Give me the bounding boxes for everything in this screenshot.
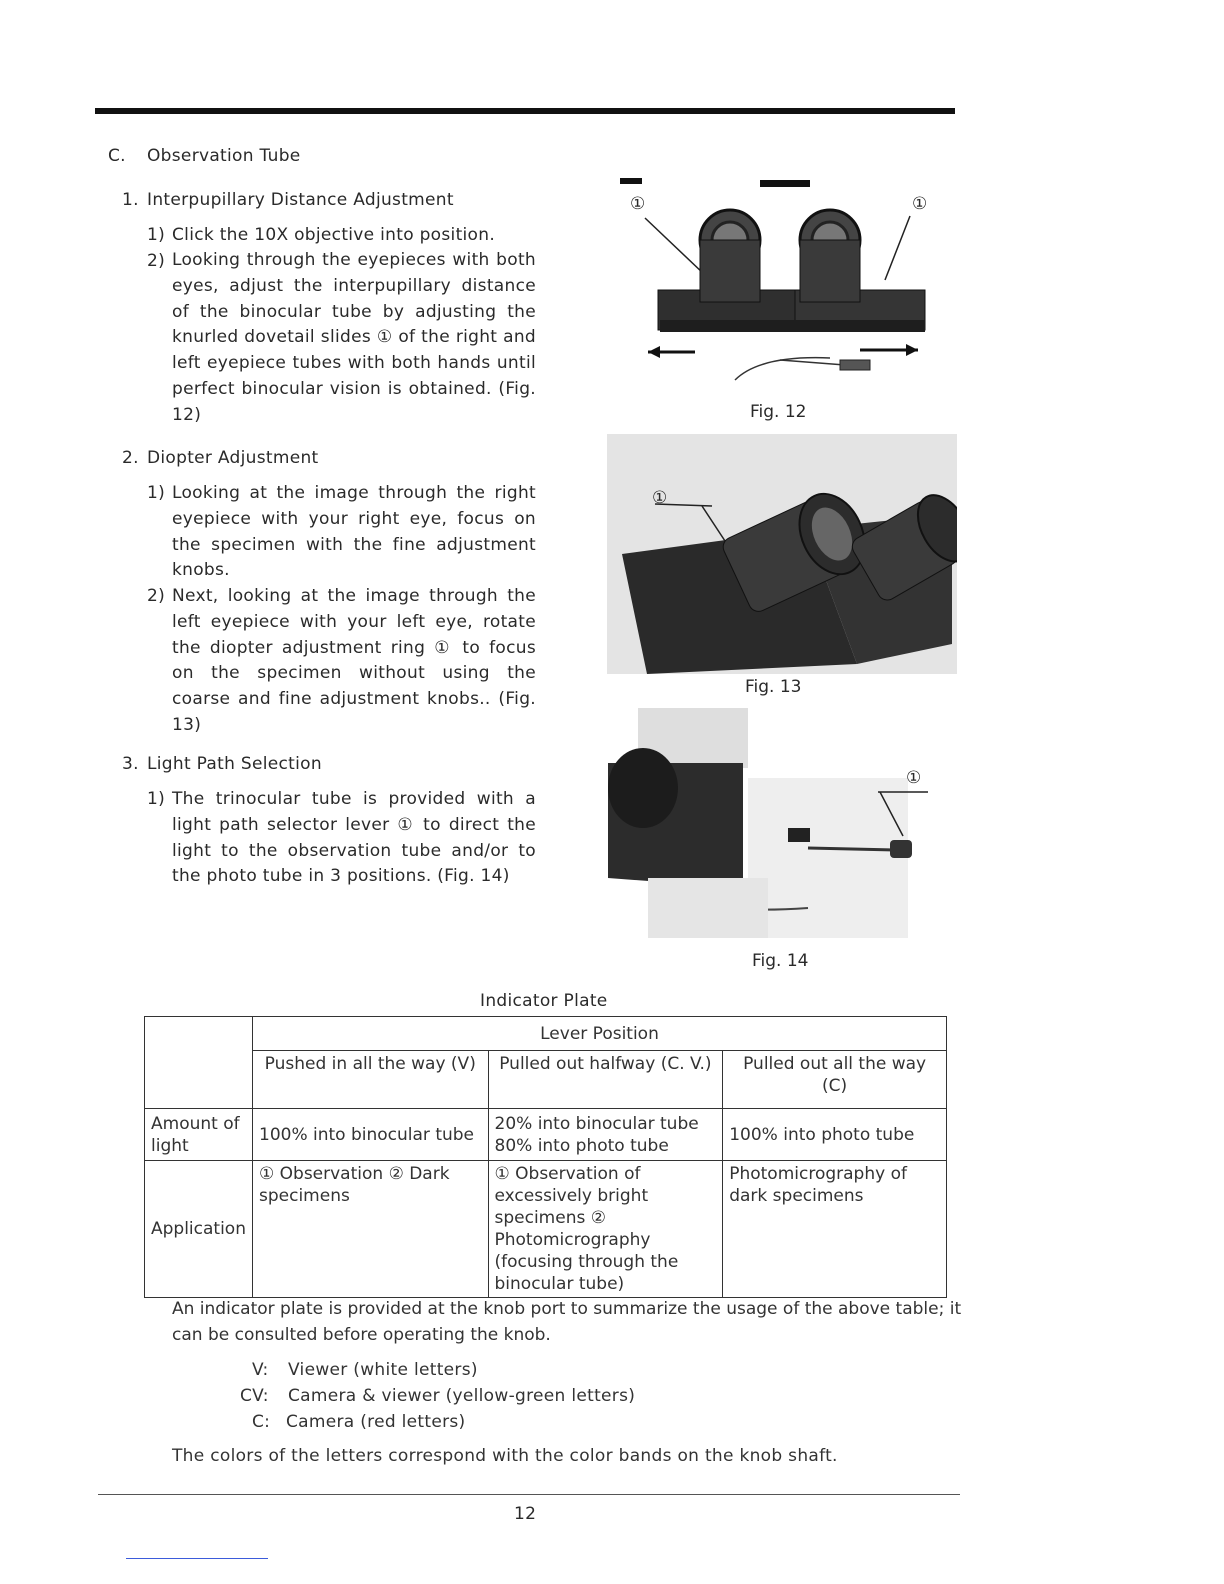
fig13-caption: Fig. 13 (745, 677, 802, 697)
fig12-callout-right: ① (912, 194, 928, 214)
fig14-caption: Fig. 14 (752, 951, 809, 971)
figure-12-image (600, 170, 960, 400)
figure-14-image (608, 708, 938, 943)
indicator-table (144, 1016, 947, 1298)
column-header: Pulled out all the way (C) (723, 1051, 947, 1109)
row-label: Application (145, 1161, 253, 1298)
step-3-1-number: 1) (147, 789, 166, 809)
table-cell: 100% into binocular tube (253, 1109, 489, 1161)
item-3-number: 3. (122, 754, 139, 774)
step-1-2-number: 2) (147, 251, 166, 271)
figure-13-image (607, 434, 957, 674)
legend-value: Viewer (white letters) (288, 1360, 478, 1380)
section-letter: C. (108, 146, 126, 166)
row-label: Amount of light (145, 1109, 253, 1161)
bottom-rule (98, 1494, 960, 1495)
table-group-header: Lever Position (253, 1017, 947, 1051)
fig12-callout-left: ① (630, 194, 646, 214)
item-2-number: 2. (122, 448, 139, 468)
table-cell: 20% into binocular tube 80% into photo tube (488, 1109, 723, 1161)
table-cell: ① Observation of excessively bright specimens ② Photomicrography (focusing through the binocular tube) (488, 1161, 723, 1298)
item-2-title: Diopter Adjustment (147, 448, 319, 468)
legend-value: Camera (red letters) (286, 1412, 466, 1432)
column-header: Pulled out halfway (C. V.) (488, 1051, 723, 1109)
note-intro: An indicator plate is provided at the knob port to summarize the usage of the above table; it can be consulted before operating the knob. (172, 1299, 962, 1345)
step-1-2-text: Looking through the eyepieces with both eyes, adjust the interpupillary distance of the binocular tube by adjusting the knurled dovetail slides ① of the right and left eyepiece tubes with both hands until perfect binocular vision is obtained. (Fig. 12) (172, 250, 536, 425)
note-outro: The colors of the letters correspond with the color bands on the knob shaft. (172, 1446, 838, 1466)
step-1-1-text: Click the 10X objective into position. (172, 225, 496, 245)
item-1-number: 1. (122, 190, 139, 210)
fig13-callout: ① (652, 488, 668, 508)
item-3-title: Light Path Selection (147, 754, 322, 774)
column-header: Pushed in all the way (V) (253, 1051, 489, 1109)
step-2-2-text: Next, looking at the image through the left eyepiece with your left eye, rotate the diopter adjustment ring ① to focus on the specimen without using the coarse and fine adjustment knobs.. (Fig. 13) (172, 586, 536, 735)
legend-key: V: (252, 1360, 269, 1380)
table-title: Indicator Plate (480, 991, 608, 1011)
legend-value: Camera & viewer (yellow-green letters) (288, 1386, 636, 1406)
step-2-1-number: 1) (147, 483, 166, 503)
bottom-link-line (126, 1558, 268, 1559)
top-rule (95, 108, 955, 114)
legend-key: CV: (240, 1386, 269, 1406)
table-cell: ① Observation ② Dark specimens (253, 1161, 489, 1298)
item-1-title: Interpupillary Distance Adjustment (147, 190, 454, 210)
table-cell: Photomicrography of dark specimens (723, 1161, 947, 1298)
step-1-1-number: 1) (147, 225, 166, 245)
fig14-callout: ① (906, 768, 922, 788)
page-number: 12 (514, 1504, 537, 1524)
table-cell: 100% into photo tube (723, 1109, 947, 1161)
section-title: Observation Tube (147, 146, 301, 166)
legend-key: C: (252, 1412, 271, 1432)
step-2-1-text: Looking at the image through the right eyepiece with your right eye, focus on the specimen with the fine adjustment knobs. (172, 483, 536, 581)
step-2-2-number: 2) (147, 586, 166, 606)
fig12-caption: Fig. 12 (750, 402, 807, 422)
step-3-1-text: The trinocular tube is provided with a light path selector lever ① to direct the light to the observation tube and/or to the photo tube in 3 positions. (Fig. 14) (172, 789, 536, 887)
table-corner (145, 1017, 253, 1109)
